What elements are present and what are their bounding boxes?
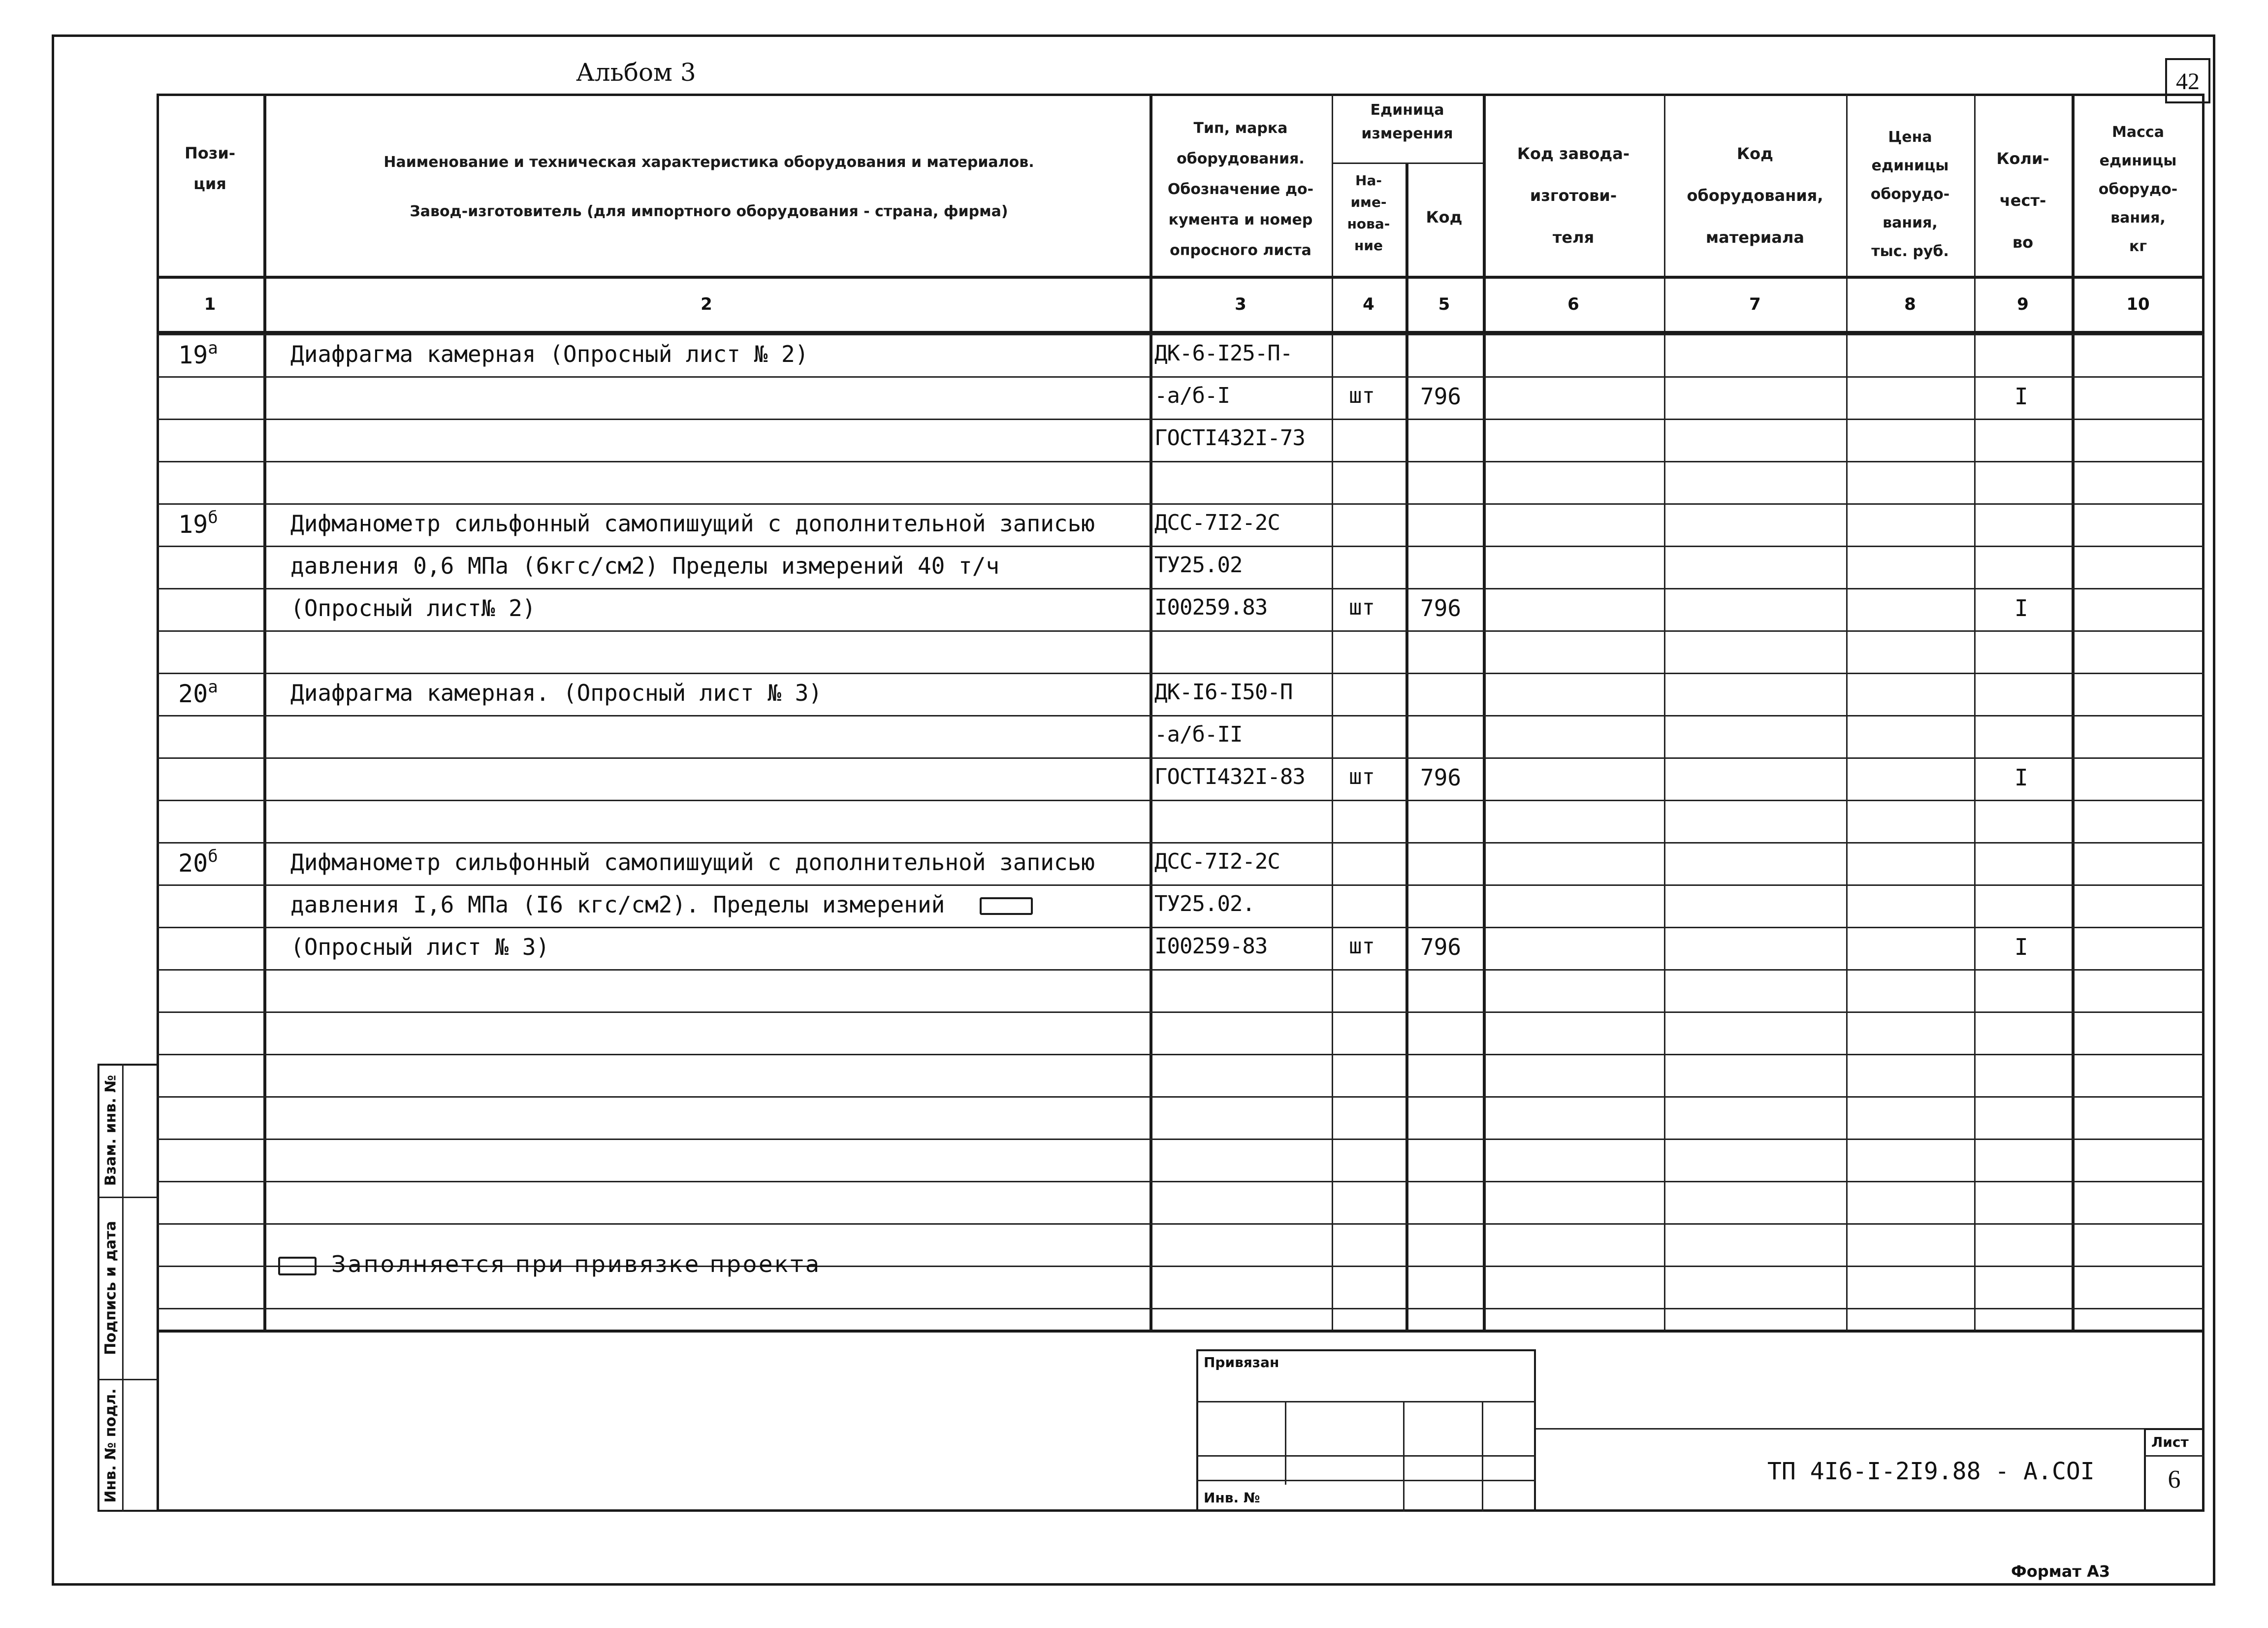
row-line (157, 630, 2204, 632)
row-line (157, 1096, 2204, 1098)
col-line-2 (1150, 94, 1152, 1330)
unit-header-split (1332, 163, 1483, 164)
row-line (157, 1308, 2204, 1309)
inv-no-label: Инв. № (1204, 1490, 1260, 1506)
row-unit: шт (1349, 764, 1375, 789)
row-line (157, 1223, 2204, 1225)
col-num-8: 8 (1904, 294, 1916, 314)
row-type: ГОСТI432I-83 (1154, 764, 1305, 789)
row-type: ТУ25.02. (1154, 891, 1255, 916)
row-position (178, 847, 218, 878)
row-quantity: I (2014, 934, 2028, 960)
col-num-2: 2 (701, 294, 712, 314)
row-unit-code: 796 (1420, 383, 1462, 410)
row-line (157, 757, 2204, 759)
row-name: Диафрагма камерная (Опросный лист № 2) (290, 341, 809, 367)
col-line-9 (2072, 94, 2075, 1330)
col-line-7 (1846, 94, 1848, 1330)
row-name: давления 0,6 МПа (6кгс/см2) Пределы измерений 40 т/ч (290, 553, 1000, 579)
row-line (157, 673, 2204, 674)
row-type: ДК-I6-I50-П (1154, 680, 1293, 705)
privyazan-line-3 (1196, 1480, 1536, 1481)
side-label-inv-original: Инв. № подл. (102, 1388, 120, 1503)
row-name: давления I,6 МПа (I6 кгс/см2). Пределы измерений (290, 891, 945, 918)
row-name: Диафрагма камерная. (Опросный лист № 3) (290, 680, 823, 706)
position-suffix: б (208, 847, 218, 866)
header-unit: Единица измерения (1361, 101, 1453, 142)
row-quantity: I (2014, 764, 2028, 791)
row-line (157, 715, 2204, 716)
row-type: -а/б-II (1154, 722, 1243, 747)
row-line (157, 334, 2204, 335)
row-unit: шт (1349, 595, 1375, 620)
privyazan-line-1 (1196, 1401, 1536, 1402)
privyazan-vline-2 (1403, 1401, 1405, 1512)
row-type: ТУ25.02 (1154, 553, 1243, 578)
side-label-signature-date: Подпись и дата (102, 1221, 120, 1355)
row-line (157, 588, 2204, 589)
row-name: (Опросный лист№ 2) (290, 595, 536, 621)
position-number: 19 (178, 510, 208, 539)
row-name: Дифманометр сильфонный самопишущий с дополнительной записью (290, 510, 1095, 537)
sheet-number-top: 42 (2176, 68, 2200, 95)
row-quantity: I (2014, 383, 2028, 410)
row-line (157, 503, 2204, 505)
note-row (278, 1251, 821, 1277)
row-line (157, 1054, 2204, 1055)
row-name: (Опросный лист № 3) (290, 934, 550, 960)
header-bottom-line (157, 276, 2204, 279)
privyazan-vline-1 (1285, 1401, 1286, 1485)
header-quantity: Коли- чест- во (1996, 149, 2049, 252)
header-type: Тип, марка оборудования. Обозначение до- кумента и номер опросного листа (1167, 120, 1314, 259)
fill-in-box-icon (980, 897, 1033, 915)
col-line-3 (1332, 94, 1333, 1330)
list-number: 6 (2168, 1465, 2181, 1494)
col-line-6 (1664, 94, 1665, 1330)
row-type: -а/б-I (1154, 383, 1230, 408)
fill-in-box-icon (278, 1257, 317, 1275)
row-unit-code: 796 (1420, 595, 1462, 621)
side-sep-2 (97, 1379, 159, 1380)
privyazan-box (1196, 1349, 1536, 1512)
col-num-7: 7 (1749, 294, 1761, 314)
title-block-top (157, 1330, 2204, 1333)
privyazan-vline-3 (1482, 1401, 1483, 1512)
row-position (178, 338, 218, 369)
format-label: Формат А3 (2011, 1562, 2110, 1581)
position-number: 20 (178, 680, 208, 708)
col-num-9: 9 (2017, 294, 2029, 314)
row-line (157, 800, 2204, 801)
col-num-1: 1 (204, 294, 216, 314)
col-num-4: 4 (1363, 294, 1374, 314)
row-unit: шт (1349, 383, 1375, 408)
position-number: 20 (178, 849, 208, 878)
row-line (157, 1181, 2204, 1182)
side-divider (122, 1064, 124, 1512)
col-line-8 (1974, 94, 1976, 1330)
row-type: ГОСТI432I-73 (1154, 425, 1305, 451)
col-num-10: 10 (2126, 294, 2150, 314)
row-line (157, 884, 2204, 886)
col-line-5 (1483, 94, 1486, 1330)
header-equipment-code: Код оборудования, материала (1687, 144, 1823, 247)
row-line (157, 969, 2204, 971)
side-label-replace-inv: Взам. инв. № (102, 1074, 120, 1186)
row-line (157, 1139, 2204, 1140)
header-position: Пози- ция (184, 144, 236, 193)
header-unit-code: Код (1426, 208, 1463, 227)
row-name: Дифманометр сильфонный самопишущий с дополнительной записью (290, 849, 1095, 876)
row-line (157, 546, 2204, 547)
row-line (157, 1011, 2204, 1013)
row-line (157, 419, 2204, 420)
header-unit-mass: Масса единицы оборудо- вания, кг (2098, 124, 2178, 255)
row-position (178, 677, 218, 708)
header-factory-code: Код завода- изготови- теля (1517, 144, 1630, 247)
position-suffix: а (208, 338, 218, 358)
title-block-mid (1536, 1428, 2204, 1430)
row-line (157, 927, 2204, 928)
album-title: Альбом 3 (576, 58, 696, 87)
header-name: Наименование и техническая характеристика оборудования и материалов. Завод-изготовитель (для импортного оборудования - страна, фирма) (383, 154, 1034, 220)
row-line (157, 842, 2204, 844)
privyazan-label: Привязан (1204, 1354, 1279, 1370)
position-suffix: б (208, 508, 218, 527)
col-num-5: 5 (1438, 294, 1450, 314)
document-code: ТП 4I6-I-2I9.88 - А.СОI (1767, 1458, 2095, 1485)
row-type: ДСС-7I2-2С (1154, 510, 1280, 535)
row-position (178, 508, 218, 539)
side-sep-1 (97, 1197, 159, 1198)
row-line (157, 376, 2204, 378)
row-type: ДСС-7I2-2С (1154, 849, 1280, 874)
row-unit-code: 796 (1420, 764, 1462, 791)
header-unit-price: Цена единицы оборудо- вания, тыс. руб. (1870, 129, 1950, 260)
col-num-3: 3 (1235, 294, 1246, 314)
row-type: I00259.83 (1154, 595, 1268, 620)
list-box-divider (2144, 1455, 2204, 1457)
position-suffix: а (208, 677, 218, 697)
col-line-4 (1406, 163, 1408, 1330)
row-unit-code: 796 (1420, 934, 1462, 960)
privyazan-line-2 (1196, 1455, 1536, 1457)
row-type: I00259-83 (1154, 934, 1268, 959)
col-num-6: 6 (1567, 294, 1579, 314)
row-quantity: I (2014, 595, 2028, 621)
row-line (157, 461, 2204, 462)
row-unit: шт (1349, 934, 1375, 959)
row-type: ДК-6-I25-П- (1154, 341, 1293, 366)
col-line-1 (263, 94, 266, 1330)
note-text: Заполняется при привязке проекта (331, 1251, 822, 1277)
position-number: 19 (178, 341, 208, 369)
header-unit-name: На- име- нова- ние (1347, 172, 1390, 254)
list-label: Лист (2151, 1434, 2189, 1450)
